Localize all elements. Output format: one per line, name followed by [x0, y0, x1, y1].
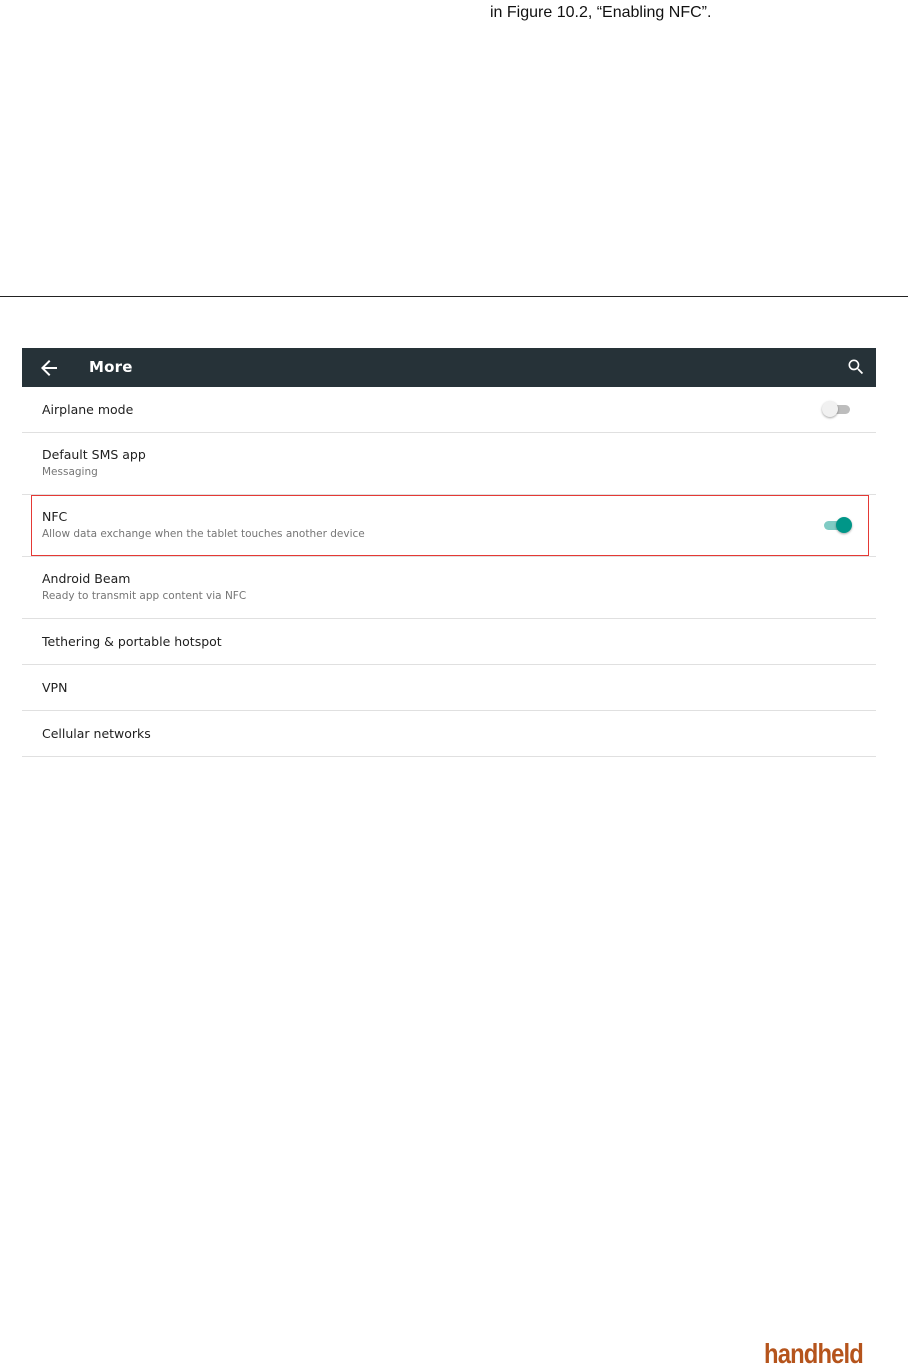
- search-button[interactable]: [846, 357, 866, 377]
- arrow-back-icon: [37, 356, 61, 380]
- search-icon: [846, 357, 866, 377]
- app-bar: [22, 348, 876, 387]
- document-caption-text: in Figure 10.2, “Enabling NFC”.: [490, 4, 712, 21]
- setting-subtitle: Messaging: [42, 466, 98, 478]
- toggle-thumb: [822, 401, 838, 417]
- nfc-toggle[interactable]: [822, 515, 852, 535]
- setting-title: NFC: [42, 509, 68, 524]
- setting-row-nfc[interactable]: [22, 495, 876, 557]
- highlight-box: [31, 495, 869, 556]
- setting-row-tethering[interactable]: [22, 619, 876, 665]
- back-button[interactable]: [37, 356, 61, 380]
- setting-title: Tethering & portable hotspot: [42, 634, 222, 649]
- setting-title: Cellular networks: [42, 726, 151, 741]
- setting-row-cellular-networks[interactable]: [22, 711, 876, 757]
- airplane-mode-toggle[interactable]: [822, 399, 852, 419]
- settings-screen: [22, 348, 876, 757]
- page-divider: [0, 296, 908, 297]
- setting-subtitle: Allow data exchange when the tablet touches another device: [42, 528, 365, 540]
- handheld-logo: handheld: [764, 1338, 863, 1369]
- setting-title: Default SMS app: [42, 447, 146, 462]
- setting-row-default-sms-app[interactable]: [22, 433, 876, 495]
- setting-row-vpn[interactable]: [22, 665, 876, 711]
- setting-title: VPN: [42, 680, 68, 695]
- setting-row-airplane-mode[interactable]: [22, 387, 876, 433]
- setting-title: Android Beam: [42, 571, 131, 586]
- toggle-thumb: [836, 517, 852, 533]
- setting-subtitle: Ready to transmit app content via NFC: [42, 590, 247, 602]
- setting-row-android-beam[interactable]: [22, 557, 876, 619]
- setting-title: Airplane mode: [42, 402, 134, 417]
- page-title: More: [89, 358, 133, 376]
